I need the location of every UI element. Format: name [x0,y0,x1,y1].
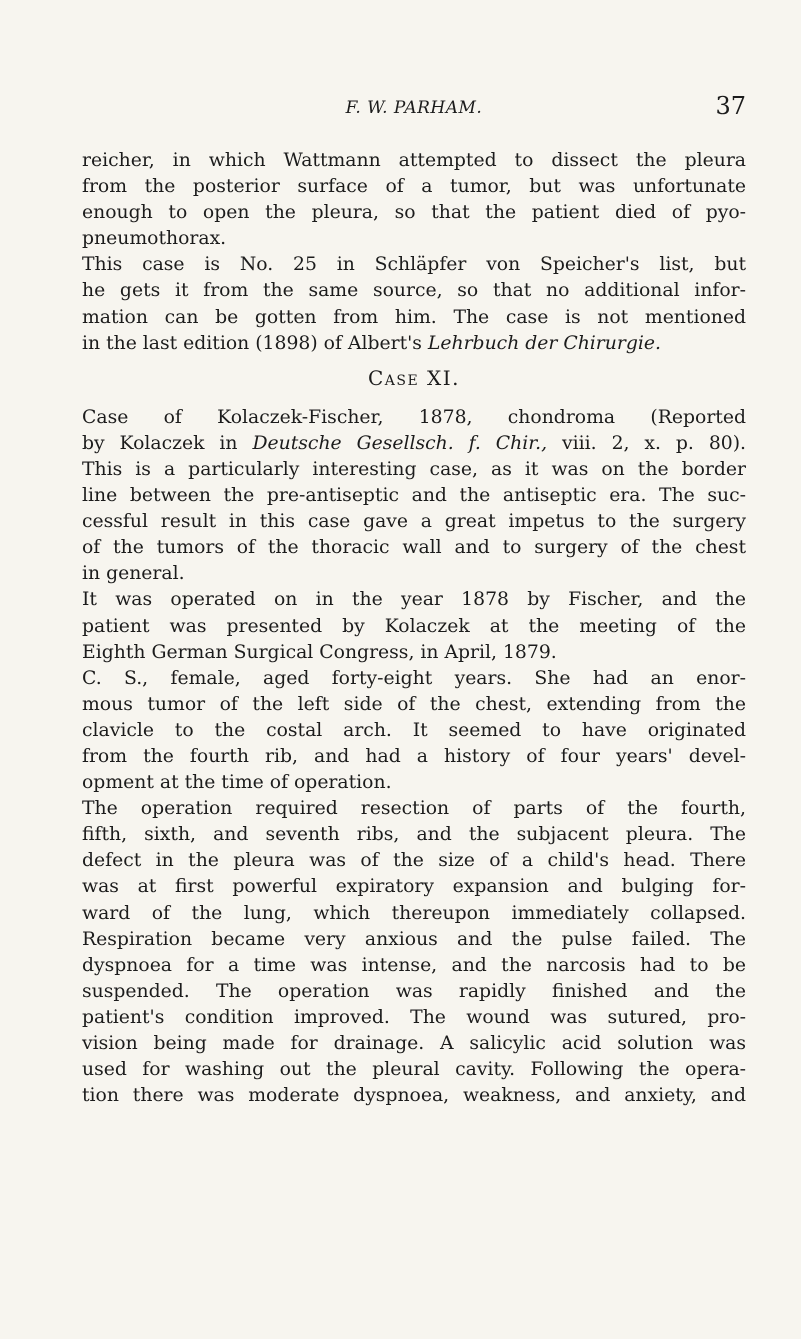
text-line: defect in the pleura was of the size of a child's head. There [82,850,746,872]
text-line: patient's condition improved. The wound was sutured, pro- [82,1006,746,1028]
text-line [82,331,746,357]
text-line: line between the pre-antiseptic and the antiseptic era. The suc- [82,485,746,507]
case-heading: Case XI. [367,365,461,390]
page-number: 37 [715,92,746,120]
text-line: It was operated on in the year 1878 by Fischer, and the [82,589,746,611]
text-line: This case is No. 25 in Schläpfer von Speicher's list, but [82,254,746,276]
text-line: tion there was moderate dyspnoea, weakness, and anxiety, and [82,1085,746,1107]
text-line: ward of the lung, which thereupon immediately collapsed. [82,902,746,924]
page-body [82,148,746,1109]
text-line: Case of Kolaczek-Fischer, 1878, chondroma (Reported [82,406,746,428]
text-line: vision being made for drainage. A salicylic acid solution was [82,1033,746,1054]
text-line: he gets it from the same source, so that no additional infor- [82,280,746,302]
text-line: fifth, sixth, and seventh ribs, and the subjacent pleura. The [82,824,746,846]
text-run: viii. 2, x. p. 80). [547,432,747,454]
book-title-italic: Lehrbuch der Chirurgie. [427,332,661,354]
text-line: used for washing out the pleural cavity. Following the opera- [82,1059,746,1081]
text-line [82,431,746,457]
text-line: mous tumor of the left side of the chest, extending from the [82,693,746,715]
journal-title-italic: Deutsche Gesellsch. f. Chir., [252,432,548,454]
text-line: enough to open the pleura, so that the patient died of pyo- [82,202,746,224]
text-line: mation can be gotten from him. The case is not mentioned [82,306,746,328]
text-run: in the last edition (1898) of Albert's [82,332,428,354]
text-line: reicher, in which Wattmann attempted to dissect the pleura [82,150,746,171]
text-line: C. S., female, aged forty-eight years. She had an enor- [82,667,746,689]
text-line: in general. [82,563,185,585]
text-line: of the tumors of the thoracic wall and to surgery of the chest [82,537,746,559]
text-run: by Kolaczek in [82,432,253,454]
text-line: This is a particularly interesting case, as it was on the border [82,458,746,480]
text-line: opment at the time of operation. [82,772,392,794]
text-line: from the posterior surface of a tumor, but was unfortunate [82,176,746,198]
running-head-title: F. W. PARHAM. [345,98,483,118]
running-head [82,92,746,126]
text-line: Eighth German Surgical Congress, in April, 1879. [82,641,557,663]
text-line: clavicle to the costal arch. It seemed to have originated [82,719,746,741]
text-line: dyspnoea for a time was intense, and the narcosis had to be [82,954,746,976]
text-line: from the fourth rib, and had a history of four years' devel- [82,745,746,767]
text-line: cessful result in this case gave a great impetus to the surgery [82,511,746,533]
text-line: patient was presented by Kolaczek at the meeting of the [82,615,746,637]
text-line: suspended. The operation was rapidly finished and the [82,980,746,1002]
text-line: was at first powerful expiratory expansion and bulging for- [82,876,746,898]
text-line: pneumothorax. [82,228,227,250]
text-line: Respiration became very anxious and the pulse failed. The [82,928,746,950]
text-line: The operation required resection of parts of the fourth, [82,798,746,820]
